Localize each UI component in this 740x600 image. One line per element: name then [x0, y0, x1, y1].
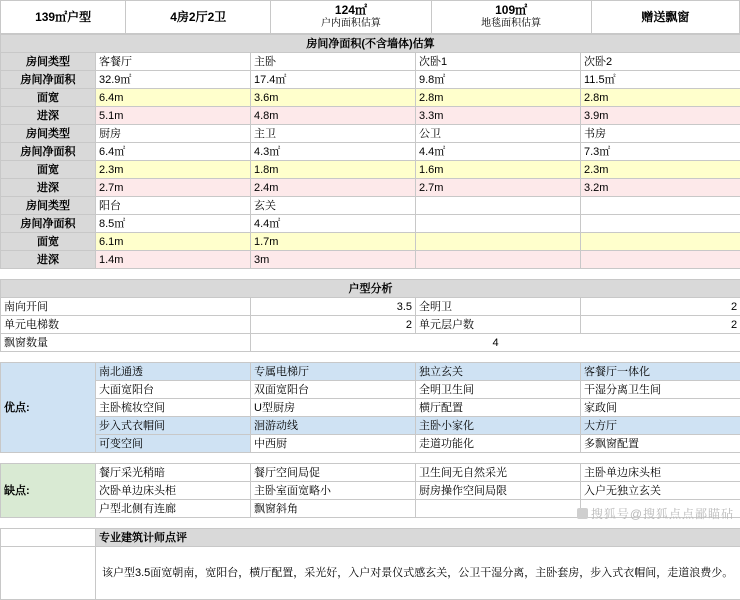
header-table — [0, 0, 740, 34]
header-indoor-cell — [271, 1, 431, 34]
header-carpet-note: 地毯面积估算 — [435, 17, 588, 31]
pros-item: 双面宽阳台 — [251, 381, 416, 399]
header-carpet-area: 109㎡ — [435, 3, 588, 17]
pros-table — [0, 362, 740, 453]
table-row — [1, 161, 740, 179]
pros-item: 大面宽阳台 — [96, 381, 251, 399]
table-row — [1, 316, 740, 334]
header-area-label: 139㎡户型 — [1, 1, 126, 34]
room-type — [416, 197, 581, 215]
room-depth — [416, 251, 581, 269]
room-width — [416, 233, 581, 251]
room-net-area: 4.4㎡ — [251, 215, 416, 233]
room-table-title: 房间净面积(不含墙体)估算 — [1, 35, 740, 53]
comment-body-row — [1, 547, 740, 600]
cons-item: 入户无独立玄关 — [581, 482, 740, 500]
room-type: 书房 — [581, 125, 740, 143]
pros-item: 洄游动线 — [251, 417, 416, 435]
pros-item: 走道功能化 — [416, 435, 581, 453]
pros-item: 步入式衣帽间 — [96, 417, 251, 435]
table-row — [1, 251, 740, 269]
room-depth: 3.9m — [581, 107, 740, 125]
pros-item: 中西厨 — [251, 435, 416, 453]
cons-item: 次卧单边床头柜 — [96, 482, 251, 500]
room-depth: 2.7m — [96, 179, 251, 197]
room-width: 3.6m — [251, 89, 416, 107]
room-depth — [581, 251, 740, 269]
room-depth: 1.4m — [96, 251, 251, 269]
row-label-width: 面宽 — [1, 233, 96, 251]
table-row — [1, 417, 740, 435]
row-label-depth: 进深 — [1, 251, 96, 269]
room-depth: 4.8m — [251, 107, 416, 125]
table-row — [1, 197, 740, 215]
analysis-title: 户型分析 — [1, 280, 740, 298]
table-row — [1, 215, 740, 233]
table-row — [1, 143, 740, 161]
table-row — [1, 53, 740, 71]
table-row — [1, 233, 740, 251]
room-net-area: 4.3㎡ — [251, 143, 416, 161]
room-width: 6.4m — [96, 89, 251, 107]
room-width: 2.8m — [416, 89, 581, 107]
analysis-table — [0, 279, 740, 352]
row-label-net-area: 房间净面积 — [1, 215, 96, 233]
header-carpet-cell — [431, 1, 591, 34]
sohu-logo-icon — [577, 508, 588, 519]
room-net-area: 4.4㎡ — [416, 143, 581, 161]
table-row — [1, 179, 740, 197]
spacer-2 — [0, 352, 740, 362]
room-net-area: 6.4㎡ — [96, 143, 251, 161]
pros-item: 家政间 — [581, 399, 740, 417]
room-width: 1.7m — [251, 233, 416, 251]
pros-item: 可变空间 — [96, 435, 251, 453]
room-type: 公卫 — [416, 125, 581, 143]
room-type — [581, 197, 740, 215]
analysis-label: 南向开间 — [1, 298, 251, 316]
pros-item: 主卧小家化 — [416, 417, 581, 435]
row-label-depth: 进深 — [1, 179, 96, 197]
room-table-title-row — [1, 35, 740, 53]
room-width: 2.8m — [581, 89, 740, 107]
table-row — [1, 381, 740, 399]
table-row — [1, 464, 740, 482]
row-label-type: 房间类型 — [1, 53, 96, 71]
table-row — [1, 482, 740, 500]
room-width: 1.8m — [251, 161, 416, 179]
cons-label: 缺点: — [1, 464, 96, 518]
row-label-width: 面宽 — [1, 161, 96, 179]
room-net-area — [416, 215, 581, 233]
watermark-text: 搜狐号@搜狐点点鄙瞄砧 — [591, 507, 734, 521]
row-label-depth: 进深 — [1, 107, 96, 125]
cons-item: 餐厅空间局促 — [251, 464, 416, 482]
room-net-area: 9.8㎡ — [416, 71, 581, 89]
room-depth: 3.3m — [416, 107, 581, 125]
pros-item: 主卧梳妆空间 — [96, 399, 251, 417]
pros-item: U型厨房 — [251, 399, 416, 417]
spacer-3 — [0, 453, 740, 463]
room-width: 1.6m — [416, 161, 581, 179]
room-depth: 5.1m — [96, 107, 251, 125]
room-type: 次卧1 — [416, 53, 581, 71]
analysis-value: 3.5 — [251, 298, 416, 316]
table-row — [1, 435, 740, 453]
analysis-label-2: 单元层户数 — [416, 316, 581, 334]
cons-item: 飘窗斜角 — [251, 500, 416, 518]
comment-spacer — [1, 529, 96, 547]
pros-item: 独立玄关 — [416, 363, 581, 381]
row-label-net-area: 房间净面积 — [1, 143, 96, 161]
room-net-area: 17.4㎡ — [251, 71, 416, 89]
pros-item: 干湿分离卫生间 — [581, 381, 740, 399]
room-depth: 2.4m — [251, 179, 416, 197]
header-row — [1, 1, 740, 34]
table-row — [1, 334, 740, 352]
analysis-value-2: 2 — [581, 298, 740, 316]
table-row — [1, 125, 740, 143]
table-row — [1, 298, 740, 316]
comment-body: 该户型3.5面宽朝南，宽阳台，横厅配置，采光好，入户对景仪式感玄关，公卫干湿分离，主卧套房，步入式衣帽间，走道浪费少。 — [96, 547, 740, 600]
analysis-label: 飘窗数量 — [1, 334, 251, 352]
room-width — [581, 233, 740, 251]
cons-item: 厨房操作空间局限 — [416, 482, 581, 500]
comment-body-spacer — [1, 547, 96, 600]
room-type: 次卧2 — [581, 53, 740, 71]
spacer-1 — [0, 269, 740, 279]
room-net-area: 32.9㎡ — [96, 71, 251, 89]
room-type: 玄关 — [251, 197, 416, 215]
room-depth: 2.7m — [416, 179, 581, 197]
cons-item: 餐厅采光稍暗 — [96, 464, 251, 482]
pros-item: 客餐厅一体化 — [581, 363, 740, 381]
header-bonus: 赠送飘窗 — [591, 1, 739, 34]
row-label-type: 房间类型 — [1, 125, 96, 143]
analysis-label-2: 全明卫 — [416, 298, 581, 316]
pros-item: 横厅配置 — [416, 399, 581, 417]
room-area-table — [0, 34, 740, 269]
analysis-title-row — [1, 280, 740, 298]
room-type: 厨房 — [96, 125, 251, 143]
watermark — [577, 505, 734, 522]
pros-item: 专属电梯厅 — [251, 363, 416, 381]
analysis-value: 4 — [251, 334, 740, 352]
pros-item: 大方厅 — [581, 417, 740, 435]
cons-item: 户型北侧有连廊 — [96, 500, 251, 518]
row-label-type: 房间类型 — [1, 197, 96, 215]
room-type: 阳台 — [96, 197, 251, 215]
table-row — [1, 89, 740, 107]
room-net-area: 11.5㎡ — [581, 71, 740, 89]
header-layout-label: 4房2厅2卫 — [126, 1, 271, 34]
room-type: 主卧 — [251, 53, 416, 71]
room-depth: 3.2m — [581, 179, 740, 197]
room-depth: 3m — [251, 251, 416, 269]
comment-title-row — [1, 529, 740, 547]
room-net-area — [581, 215, 740, 233]
room-net-area: 7.3㎡ — [581, 143, 740, 161]
room-type: 主卫 — [251, 125, 416, 143]
pros-item: 南北通透 — [96, 363, 251, 381]
table-row — [1, 107, 740, 125]
comment-title: 专业建筑计师点评 — [96, 529, 740, 547]
cons-item — [416, 500, 581, 518]
room-width: 2.3m — [581, 161, 740, 179]
room-net-area: 8.5㎡ — [96, 215, 251, 233]
pros-label: 优点: — [1, 363, 96, 453]
row-label-net-area: 房间净面积 — [1, 71, 96, 89]
cons-item: 主卧单边床头柜 — [581, 464, 740, 482]
comment-table — [0, 528, 740, 600]
analysis-label: 单元电梯数 — [1, 316, 251, 334]
header-indoor-note: 户内面积估算 — [274, 17, 427, 31]
pros-item: 全明卫生间 — [416, 381, 581, 399]
cons-item: 主卧室面宽略小 — [251, 482, 416, 500]
room-width: 2.3m — [96, 161, 251, 179]
pros-item: 多飘窗配置 — [581, 435, 740, 453]
analysis-value: 2 — [251, 316, 416, 334]
table-row — [1, 399, 740, 417]
table-row — [1, 363, 740, 381]
row-label-width: 面宽 — [1, 89, 96, 107]
header-indoor-area: 124㎡ — [274, 3, 427, 17]
room-width: 6.1m — [96, 233, 251, 251]
cons-item: 卫生间无自然采光 — [416, 464, 581, 482]
analysis-value-2: 2 — [581, 316, 740, 334]
table-row — [1, 71, 740, 89]
room-type: 客餐厅 — [96, 53, 251, 71]
